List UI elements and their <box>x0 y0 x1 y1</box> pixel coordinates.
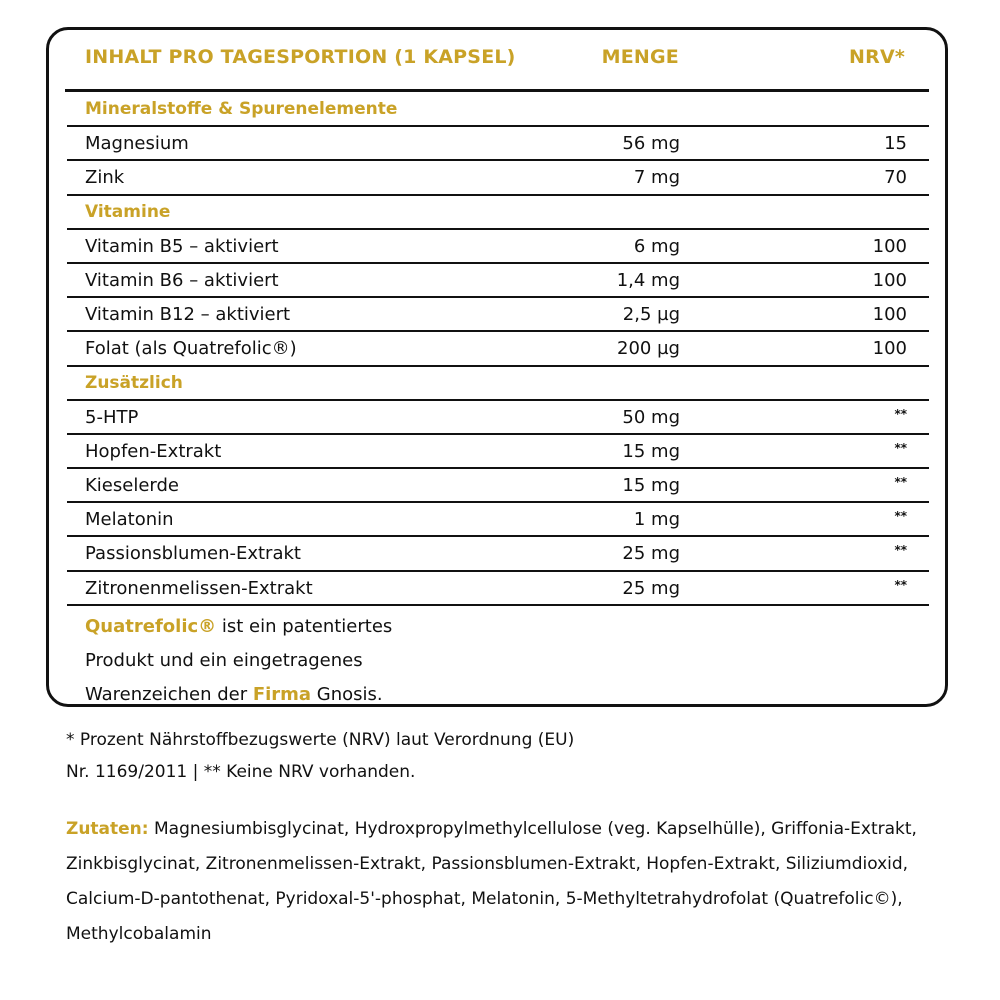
table-row <box>67 469 929 503</box>
nutrient-nrv: 70 <box>884 167 907 189</box>
header-divider <box>65 89 929 92</box>
nutrient-name: Vitamin B12 – aktiviert <box>85 304 291 326</box>
section-title: Mineralstoffe & Spurenelemente <box>85 99 398 119</box>
note-firm: Firma <box>252 684 312 705</box>
table-row <box>67 264 929 298</box>
note-line2: Produkt und ein eingetragenes <box>85 650 363 671</box>
nutrient-amount: 2,5 µg <box>622 304 680 326</box>
table-row <box>67 435 929 469</box>
ingredients-label: Zutaten: <box>66 819 149 839</box>
table-row <box>67 503 929 537</box>
note-line3-end: Gnosis. <box>311 684 383 705</box>
nutrient-amount: 1 mg <box>633 509 680 531</box>
nutrient-nrv: ** <box>894 440 907 455</box>
nutrient-name: Zitronenmelissen-Extrakt <box>85 577 313 599</box>
nutrient-nrv: ** <box>894 406 907 421</box>
nutrient-nrv: 100 <box>872 269 907 291</box>
header-name: INHALT PRO TAGESPORTION (1 KAPSEL) <box>85 46 516 68</box>
nutrient-name: Hopfen-Extrakt <box>85 440 222 462</box>
table-row <box>67 537 929 571</box>
note-line3-start: Warenzeichen der <box>85 684 253 705</box>
table-row <box>67 298 929 332</box>
nutrient-amount: 25 mg <box>622 543 680 565</box>
nutrient-name: Passionsblumen-Extrakt <box>85 543 301 565</box>
nutrient-name: Magnesium <box>85 133 189 155</box>
nutrient-name: Kieselerde <box>85 475 179 497</box>
quatrefolic-note <box>85 610 392 712</box>
section-row <box>67 367 929 401</box>
note-line1: ist ein patentiertes <box>216 616 393 637</box>
nutrient-name: Folat (als Quatrefolic®) <box>85 338 297 360</box>
nutrient-name: Vitamin B5 – aktiviert <box>85 235 279 257</box>
nutrient-amount: 56 mg <box>622 133 680 155</box>
nutrient-amount: 200 µg <box>617 338 680 360</box>
nutrient-amount: 15 mg <box>622 475 680 497</box>
nutrient-amount: 1,4 mg <box>616 269 680 291</box>
nrv-footnote <box>66 724 706 788</box>
nutrient-name: Zink <box>85 167 125 189</box>
table-body <box>67 93 929 606</box>
table-row <box>67 401 929 435</box>
table-row <box>67 332 929 366</box>
section-title: Zusätzlich <box>85 372 183 393</box>
table-row <box>67 161 929 195</box>
nutrient-nrv: ** <box>894 577 907 592</box>
ingredients <box>66 812 936 952</box>
nutrient-nrv: ** <box>894 509 907 524</box>
nutrient-amount: 6 mg <box>633 235 680 257</box>
ingredients-text: Magnesiumbisglycinat, Hydroxpropylmethylcellulose (veg. Kapselhülle), Griffonia-Extrakt, Zinkbisglycinat, Zitronenmelissen-Extrakt, Passionsblumen-Extrakt, Hopfen-Extrakt, Siliziumdioxid, Calcium-D-pantothenat, Pyridoxal-5'-phosphat, Melatonin, 5-Methyltetrahydrofolat (Quatrefolic©), Methylcobalamin <box>66 819 917 944</box>
nutrient-name: Melatonin <box>85 509 174 531</box>
nutrient-amount: 25 mg <box>622 577 680 599</box>
nutrient-nrv: 100 <box>872 304 907 326</box>
section-row <box>67 93 929 127</box>
nutrient-nrv: ** <box>894 543 907 558</box>
nutrient-nrv: 100 <box>872 235 907 257</box>
nutrient-amount: 7 mg <box>633 167 680 189</box>
nutrient-name: 5-HTP <box>85 406 139 428</box>
note-brand: Quatrefolic® <box>85 616 217 637</box>
footnote-line1: * Prozent Nährstoffbezugswerte (NRV) laut Verordnung (EU) <box>66 730 575 750</box>
nutrient-nrv: ** <box>894 475 907 490</box>
table-row <box>67 572 929 606</box>
table-row <box>67 127 929 161</box>
header-nrv: NRV* <box>849 46 905 68</box>
section-row <box>67 196 929 230</box>
nutrient-nrv: 15 <box>884 133 907 155</box>
nutrient-name: Vitamin B6 – aktiviert <box>85 269 279 291</box>
nutrient-nrv: 100 <box>872 338 907 360</box>
footnote-line2: Nr. 1169/2011 | ** Keine NRV vorhanden. <box>66 762 416 782</box>
header-amount: MENGE <box>601 46 679 68</box>
nutrition-table-panel <box>46 27 948 707</box>
nutrient-amount: 50 mg <box>622 406 680 428</box>
section-title: Vitamine <box>85 201 171 222</box>
table-header <box>85 46 905 74</box>
nutrient-amount: 15 mg <box>622 440 680 462</box>
table-row <box>67 230 929 264</box>
